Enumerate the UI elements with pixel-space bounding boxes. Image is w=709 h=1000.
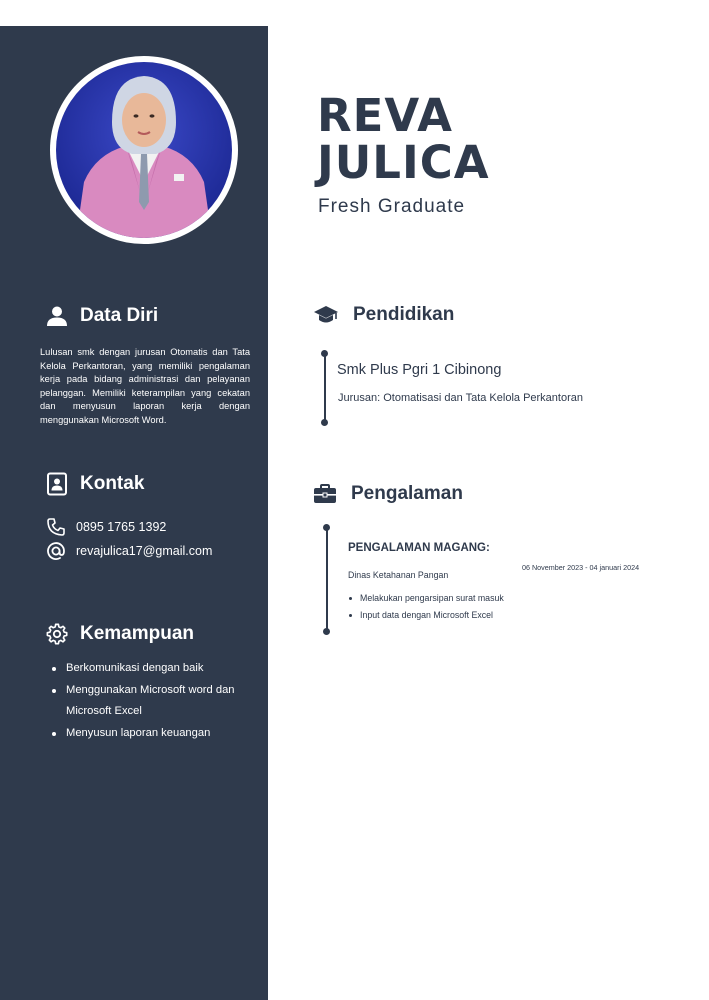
about-heading — [46, 305, 158, 327]
experience-organization: Dinas Ketahanan Pangan — [348, 570, 449, 580]
list-item: Menggunakan Microsoft word dan Microsoft Excel — [50, 680, 265, 723]
contact-card-icon — [46, 472, 68, 496]
experience-title: Pengalaman — [351, 483, 463, 504]
education-major: Jurusan: Otomatisasi dan Tata Kelola Perkantoran — [338, 392, 583, 404]
contact-email-row[interactable] — [46, 541, 212, 561]
contact-phone-row[interactable] — [46, 517, 166, 537]
education-title: Pendidikan — [353, 304, 455, 325]
contact-phone: 0895 1765 1392 — [76, 520, 167, 534]
list-item: Melakukan pengarsipan surat masuk — [348, 590, 504, 607]
contact-title: Kontak — [80, 473, 145, 494]
graduation-cap-icon — [313, 304, 339, 326]
gear-icon — [46, 623, 68, 645]
list-item: Input data dengan Microsoft Excel — [348, 607, 504, 624]
skills-list — [50, 658, 265, 744]
profile-photo-frame — [50, 56, 238, 244]
profile-photo — [56, 62, 232, 238]
experience-heading — [313, 483, 463, 505]
experience-date: 06 November 2023 - 04 januari 2024 — [522, 563, 640, 572]
experience-tasks — [348, 590, 504, 624]
about-title: Data Diri — [80, 305, 159, 326]
phone-icon — [46, 517, 66, 537]
contact-heading — [46, 472, 144, 496]
skills-heading — [46, 623, 194, 645]
skills-title: Kemampuan — [80, 623, 195, 644]
list-item: Menyusun laporan keuangan — [50, 723, 265, 745]
education-school: Smk Plus Pgri 1 Cibinong — [337, 362, 502, 378]
sidebar — [0, 26, 268, 1000]
timeline-line — [324, 353, 326, 421]
user-icon — [46, 305, 68, 327]
profile-subtitle: Fresh Graduate — [318, 196, 466, 217]
profile-name-last: JULICA — [317, 136, 490, 189]
experience-role: PENGALAMAN MAGANG: — [348, 542, 490, 554]
timeline-dot — [323, 628, 330, 635]
profile-name — [317, 89, 490, 189]
timeline-line — [326, 527, 328, 631]
profile-name-first: REVA — [317, 89, 453, 142]
at-sign-icon — [46, 541, 66, 561]
about-text: Lulusan smk dengan jurusan Otomatis dan Tata Kelola Perkantoran, yang memiliki pengalaman kerja pada bidang administrasi dan pelayanan pelanggan. Memiliki keterampilan yang cekatan dan menyusun laporan kerja dengan menggunakan Microsoft Word. — [40, 347, 250, 425]
list-item: Berkomunikasi dengan baik — [50, 658, 265, 680]
contact-email: revajulica17@gmail.com — [76, 544, 213, 558]
timeline-dot — [321, 419, 328, 426]
education-heading — [313, 304, 454, 326]
briefcase-icon — [313, 484, 337, 504]
